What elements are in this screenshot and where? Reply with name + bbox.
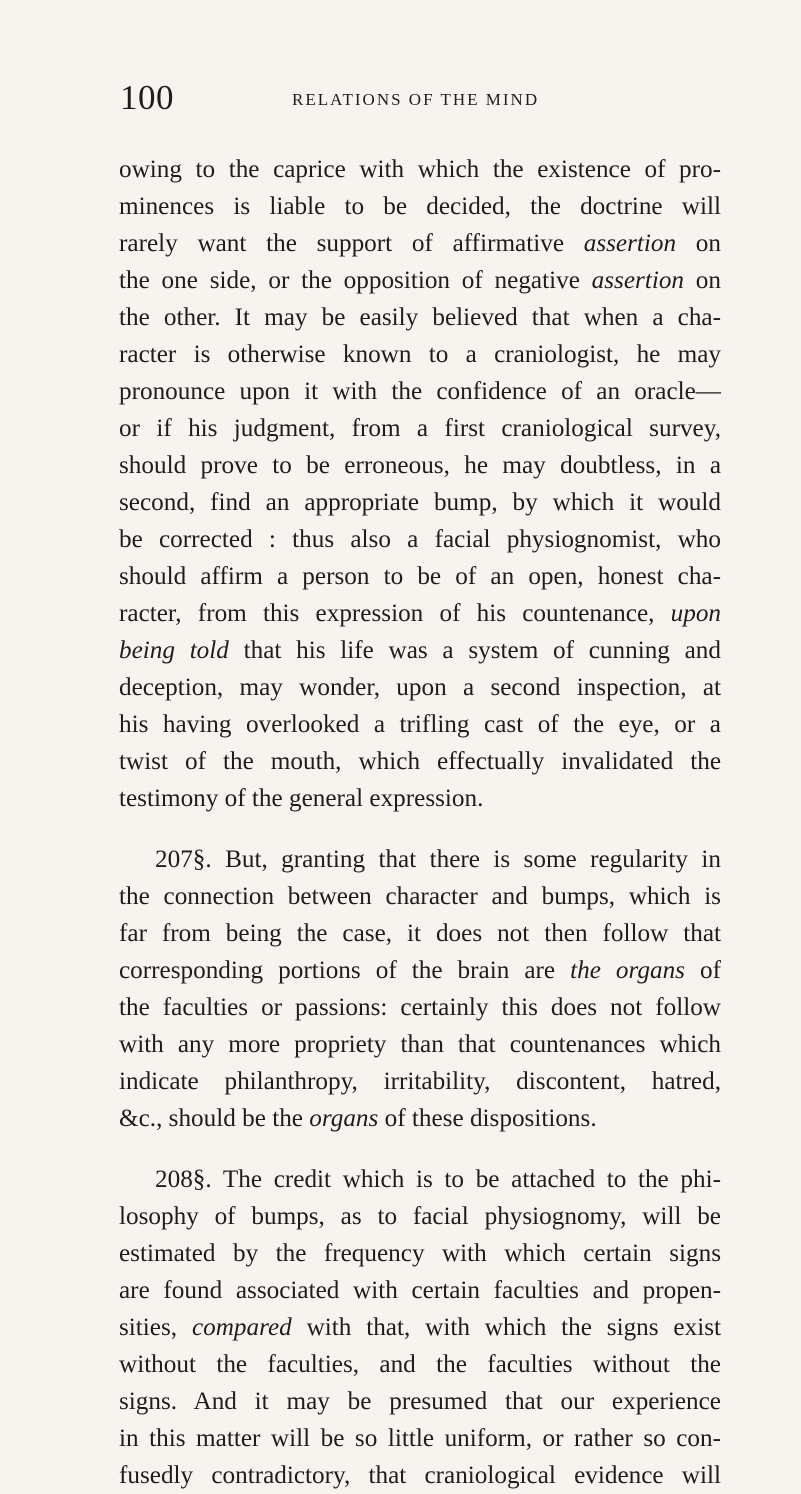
- text-segment: estimated by the frequency with which certain signs: [119, 1240, 721, 1267]
- text-line: [119, 1457, 721, 1494]
- text-segment: 207§. But, granting that there is some regularity in: [155, 846, 721, 873]
- text-line: [119, 558, 721, 595]
- text-line: [119, 1272, 721, 1309]
- text-segment: deception, may wonder, upon a second inspection, at: [119, 674, 721, 701]
- text-line: [119, 225, 721, 262]
- text-line: [119, 1161, 721, 1198]
- text-segment: corresponding portions of the brain are: [119, 957, 571, 984]
- text-line: [119, 841, 721, 878]
- text-segment: owing to the caprice with which the existence of pro-: [119, 156, 721, 183]
- text-segment: are found associated with certain faculties and propen-: [119, 1277, 721, 1304]
- running-head: RELATIONS OF THE MIND: [292, 90, 540, 109]
- italic-text: assertion: [583, 230, 677, 257]
- paragraph-gap: [119, 817, 721, 841]
- text-line: [119, 1063, 721, 1100]
- text-line: [119, 1198, 721, 1235]
- text-segment: fusedly contradictory, that craniological evidence will: [119, 1462, 721, 1489]
- text-segment: of: [684, 957, 722, 984]
- text-segment: the other. It may be easily believed that when a cha-: [119, 304, 721, 331]
- paragraph: [119, 841, 721, 1137]
- text-line: [119, 595, 721, 632]
- text-segment: minences is liable to be decided, the doctrine will: [119, 193, 721, 220]
- text-segment: rarely want the support of affirmative: [119, 230, 584, 257]
- paragraph: [119, 151, 721, 817]
- text-line: [119, 521, 721, 558]
- text-line: [119, 1100, 721, 1137]
- text-line: [119, 915, 721, 952]
- text-segment: in this matter will be so little uniform, or rather so con-: [119, 1425, 721, 1452]
- text-segment: with that, with which the signs exist: [291, 1314, 722, 1341]
- text-line: [119, 878, 721, 915]
- text-segment: his having overlooked a trifling cast of the eye, or a: [119, 711, 721, 738]
- text-line: [119, 1420, 721, 1457]
- text-line: [119, 952, 721, 989]
- text-line: [119, 1346, 721, 1383]
- text-line: [119, 299, 721, 336]
- text-line: [119, 336, 721, 373]
- text-line: [119, 780, 721, 817]
- text-segment: the one side, or the opposition of negative: [119, 267, 592, 294]
- page-header: [120, 78, 710, 128]
- italic-text: assertion: [591, 267, 685, 294]
- text-line: [119, 151, 721, 188]
- text-segment: second, find an appropriate bump, by which it would: [119, 489, 721, 516]
- italic-text: being told: [119, 637, 229, 664]
- text-segment: or if his judgment, from a first craniological survey,: [119, 415, 721, 442]
- body-text: [119, 151, 721, 1494]
- text-segment: that his life was a system of cunning and: [228, 637, 721, 664]
- text-line: [119, 669, 721, 706]
- text-segment: testimony of the general expression.: [119, 785, 484, 812]
- page-number: 100: [120, 78, 174, 117]
- text-line: [119, 262, 721, 299]
- text-line: [119, 743, 721, 780]
- text-segment: on: [684, 267, 721, 294]
- italic-text: the organs: [570, 957, 685, 984]
- text-line: [119, 1383, 721, 1420]
- text-segment: &c., should be the: [119, 1105, 310, 1132]
- text-segment: without the faculties, and the faculties without the: [119, 1351, 721, 1378]
- text-line: [119, 188, 721, 225]
- text-line: [119, 706, 721, 743]
- text-segment: 208§. The credit which is to be attached to the phi-: [155, 1166, 721, 1193]
- paragraph: [119, 1161, 721, 1494]
- text-segment: racter is otherwise known to a craniologist, he may: [119, 341, 721, 368]
- text-segment: with any more propriety than that countenances which: [119, 1031, 721, 1058]
- text-segment: on: [676, 230, 721, 257]
- text-segment: the faculties or passions: certainly this does not follow: [119, 994, 721, 1021]
- text-segment: should affirm a person to be of an open, honest cha-: [119, 563, 721, 590]
- text-line: [119, 989, 721, 1026]
- text-segment: signs. And it may be presumed that our experience: [119, 1388, 721, 1415]
- text-segment: far from being the case, it does not then follow that: [119, 920, 721, 947]
- text-line: [119, 1309, 721, 1346]
- text-segment: of these dispositions.: [378, 1105, 597, 1132]
- italic-text: upon: [670, 600, 721, 627]
- text-segment: pronounce upon it with the confidence of an oracle—: [119, 378, 721, 405]
- text-segment: be corrected : thus also a facial physiognomist, who: [119, 526, 721, 553]
- text-segment: sities,: [119, 1314, 192, 1341]
- text-line: [119, 447, 721, 484]
- text-line: [119, 410, 721, 447]
- text-segment: racter, from this expression of his countenance,: [119, 600, 671, 627]
- italic-text: compared: [191, 1314, 292, 1341]
- text-line: [119, 1026, 721, 1063]
- text-segment: the connection between character and bumps, which is: [119, 883, 721, 910]
- italic-text: organs: [309, 1105, 379, 1132]
- text-segment: losophy of bumps, as to facial physiognomy, will be: [119, 1203, 721, 1230]
- text-segment: indicate philanthropy, irritability, discontent, hatred,: [119, 1068, 721, 1095]
- paragraph-gap: [119, 1137, 721, 1161]
- text-line: [119, 373, 721, 410]
- text-line: [119, 1235, 721, 1272]
- text-line: [119, 484, 721, 521]
- text-line: [119, 632, 721, 669]
- text-segment: twist of the mouth, which effectually invalidated the: [119, 748, 721, 775]
- text-segment: should prove to be erroneous, he may doubtless, in a: [119, 452, 721, 479]
